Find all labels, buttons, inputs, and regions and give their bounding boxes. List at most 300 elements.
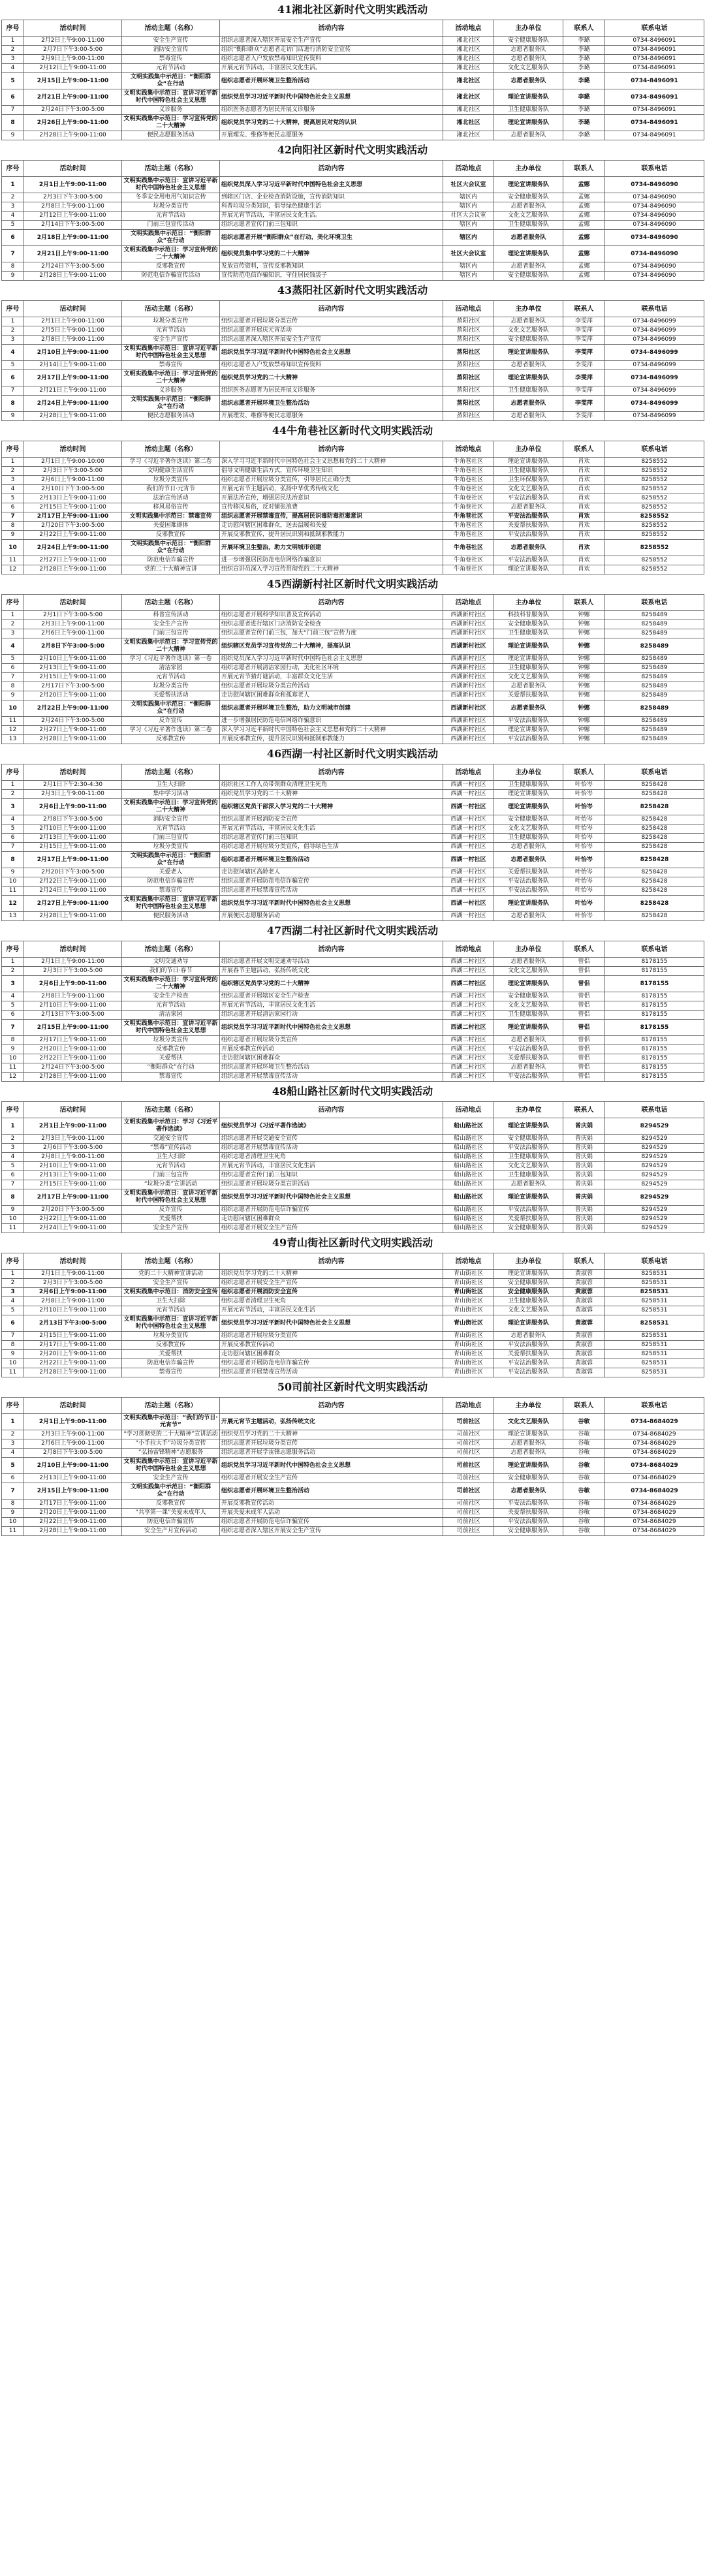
serial-cell: 5 <box>2 361 24 370</box>
contact-cell: 曾侣 <box>563 1020 605 1036</box>
theme-cell: 关爱帮扶 <box>122 1054 220 1063</box>
serial-cell: 8 <box>2 1500 24 1509</box>
location-cell: 辖区内 <box>443 193 494 202</box>
organizer-cell: 理论宣讲服务队 <box>494 799 563 815</box>
theme-cell: 反邪教宣传 <box>122 1500 220 1509</box>
time-cell: 2月21日上午9:00-11:00 <box>24 246 122 262</box>
theme-cell: 学习《习近平著作选读》第二卷 <box>122 458 220 467</box>
time-cell: 2月20日下午3:00-5:00 <box>24 868 122 877</box>
organizer-cell: 卫生健康服务队 <box>494 1153 563 1162</box>
time-cell: 2月8日上午9:00-11:00 <box>24 1153 122 1162</box>
serial-cell: 12 <box>2 726 24 735</box>
phone-cell: 0734-8496099 <box>605 386 704 396</box>
contact-cell: 李璐 <box>563 115 605 131</box>
location-cell: 蒸阳社区 <box>443 361 494 370</box>
theme-cell: 禁毒宣传 <box>122 361 220 370</box>
content-cell: 组织党员学习习近平新时代中国特色社会主义思想 <box>220 896 443 912</box>
header-theme: 活动主题（名称） <box>122 161 220 177</box>
time-cell: 2月13日上午9:00-11:00 <box>24 664 122 673</box>
header-content: 活动内容 <box>220 301 443 317</box>
organizer-cell: 卫生健康服务队 <box>494 1011 563 1020</box>
table-row <box>2 458 704 467</box>
activity-section <box>0 1233 705 1377</box>
theme-cell: 我们的节日·元宵节 <box>122 485 220 494</box>
section-title: 50司前社区新时代文明实践活动 <box>277 1381 428 1393</box>
content-cell: 到辖区门店、企业检查消防设施，宣传消防知识 <box>220 193 443 202</box>
theme-cell: 文明实践集中示范日：“衡阳群众”在行动 <box>122 73 220 89</box>
header-content: 活动内容 <box>220 595 443 611</box>
serial-cell: 6 <box>2 1011 24 1020</box>
table-row <box>2 1341 704 1350</box>
location-cell: 社区大会议室 <box>443 246 494 262</box>
location-cell: 牛角巷社区 <box>443 503 494 512</box>
phone-cell: 8294529 <box>605 1153 704 1162</box>
section-title: 43蒸阳社区新时代文明实践活动 <box>277 284 428 296</box>
time-cell: 2月22日上午9:00-11:00 <box>24 700 122 717</box>
organizer-cell: 志愿者服务队 <box>494 852 563 868</box>
serial-cell: 7 <box>2 386 24 396</box>
time-cell: 2月15日上午9:00-11:00 <box>24 843 122 852</box>
contact-cell: 黄淑蓉 <box>563 1368 605 1377</box>
table-row <box>2 896 704 912</box>
time-cell: 2月3日上午9:00-11:00 <box>24 1430 122 1439</box>
time-cell: 2月27日上午9:00-11:00 <box>24 726 122 735</box>
organizer-cell: 理论宣讲服务队 <box>494 565 563 574</box>
content-cell: 组织志愿者开展禁毒宣传活动 <box>220 887 443 896</box>
organizer-cell: 志愿者服务队 <box>494 1332 563 1341</box>
table-header-row <box>2 764 704 781</box>
organizer-cell: 志愿者服务队 <box>494 73 563 89</box>
time-cell: 2月3日下午3:00-5:00 <box>24 1279 122 1288</box>
organizer-cell: 文化文艺服务队 <box>494 673 563 682</box>
phone-cell: 8258552 <box>605 531 704 540</box>
organizer-cell: 关爱帮扶服务队 <box>494 691 563 700</box>
table-row <box>2 843 704 852</box>
table-header-row <box>2 1398 704 1414</box>
serial-cell: 2 <box>2 193 24 202</box>
contact-cell: 黄淑蓉 <box>563 1270 605 1279</box>
content-cell: 组织“衡阳群众”志愿者走访门店进行消防安全宣传 <box>220 46 443 55</box>
table-row <box>2 531 704 540</box>
theme-cell: 文明实践集中示范日：学习《习近平著作选读》 <box>122 1118 220 1135</box>
organizer-cell: 志愿者服务队 <box>494 230 563 246</box>
table-row <box>2 1118 704 1135</box>
serial-cell: 9 <box>2 412 24 421</box>
serial-cell: 7 <box>2 1020 24 1036</box>
time-cell: 2月28日上午9:00-11:00 <box>24 565 122 574</box>
organizer-cell: 卫生健康服务队 <box>494 106 563 115</box>
phone-cell: 0734-8684029 <box>605 1439 704 1449</box>
activity-table <box>1 160 704 281</box>
table-row <box>2 877 704 887</box>
contact-cell: 孟娜 <box>563 177 605 193</box>
theme-cell: “小手拉大手”垃圾分类宣传 <box>122 1439 220 1449</box>
location-cell: 湘北社区 <box>443 73 494 89</box>
table-row <box>2 611 704 620</box>
contact-cell: 肖欢 <box>563 512 605 522</box>
table-row <box>2 1036 704 1045</box>
header-contact: 联系人 <box>563 764 605 781</box>
theme-cell: 文明实践集中示范日：宣讲习近平新时代中国特色社会主义思想 <box>122 1020 220 1036</box>
serial-cell: 6 <box>2 503 24 512</box>
theme-cell: 安全生产月宣传活动 <box>122 1527 220 1536</box>
contact-cell: 钟娜 <box>563 682 605 691</box>
time-cell: 2月1日下午3:00-5:00 <box>24 611 122 620</box>
time-cell: 2月6日上午9:00-11:00 <box>24 976 122 992</box>
location-cell: 西湖二村社区 <box>443 1045 494 1054</box>
location-cell: 牛角巷社区 <box>443 540 494 556</box>
table-row <box>2 485 704 494</box>
content-cell: 组织志愿者开展清洁家园行动 <box>220 1011 443 1020</box>
content-cell: 组织医务志愿者为居民开展义诊服务 <box>220 106 443 115</box>
serial-cell: 7 <box>2 1180 24 1189</box>
location-cell: 牛角巷社区 <box>443 565 494 574</box>
phone-cell: 0734-8496090 <box>605 230 704 246</box>
serial-cell: 8 <box>2 115 24 131</box>
time-cell: 2月28日上午9:00-11:00 <box>24 735 122 744</box>
serial-cell: 3 <box>2 1288 24 1297</box>
theme-cell: 安全生产宣传 <box>122 1279 220 1288</box>
theme-cell: 防范电信诈骗宣传活动 <box>122 272 220 281</box>
location-cell: 湘北社区 <box>443 131 494 140</box>
content-cell: 开展环境卫生整治，助力文明城市创建 <box>220 540 443 556</box>
serial-cell: 8 <box>2 396 24 412</box>
serial-cell: 10 <box>2 1215 24 1224</box>
location-cell: 蒸阳社区 <box>443 412 494 421</box>
serial-cell: 11 <box>2 1368 24 1377</box>
phone-cell: 8258552 <box>605 476 704 485</box>
time-cell: 2月12日上午9:00-11:00 <box>24 212 122 221</box>
location-cell: 西湖二村社区 <box>443 976 494 992</box>
table-row <box>2 1144 704 1153</box>
time-cell: 2月15日上午9:00-11:00 <box>24 1180 122 1189</box>
time-cell: 2月5日上午9:00-11:00 <box>24 326 122 336</box>
table-row <box>2 1180 704 1189</box>
content-cell: 组织志愿者清理卫生死角 <box>220 1153 443 1162</box>
header-location: 活动地点 <box>443 1398 494 1414</box>
header-content: 活动内容 <box>220 441 443 458</box>
serial-cell: 9 <box>2 1206 24 1215</box>
location-cell: 西湖新村社区 <box>443 717 494 726</box>
header-theme: 活动主题（名称） <box>122 1398 220 1414</box>
organizer-cell: 志愿者服务队 <box>494 912 563 921</box>
theme-cell: 禁毒宣传 <box>122 1368 220 1377</box>
phone-cell: 8258489 <box>605 691 704 700</box>
phone-cell: 8258531 <box>605 1306 704 1315</box>
phone-cell: 8258489 <box>605 700 704 717</box>
phone-cell: 8258552 <box>605 540 704 556</box>
location-cell: 船山路社区 <box>443 1189 494 1206</box>
organizer-cell: 卫生健康服务队 <box>494 1297 563 1306</box>
phone-cell: 8294529 <box>605 1189 704 1206</box>
content-cell: 走访慰问辖区困难群众和孤寡老人 <box>220 691 443 700</box>
time-cell: 2月10日上午9:00-11:00 <box>24 1458 122 1474</box>
content-cell: 开展元宵节猜灯谜活动，丰富群众文化生活 <box>220 673 443 682</box>
table-row <box>2 262 704 272</box>
time-cell: 2月9日上午9:00-11:00 <box>24 55 122 64</box>
theme-cell: 清洁家园 <box>122 664 220 673</box>
phone-cell: 0734-8496091 <box>605 89 704 106</box>
content-cell: 组织志愿者深入辖区开展安全生产宣传 <box>220 1527 443 1536</box>
contact-cell: 谷敏 <box>563 1527 605 1536</box>
serial-cell: 2 <box>2 1279 24 1288</box>
table-row <box>2 912 704 921</box>
theme-cell: 垃圾分类宣传 <box>122 1036 220 1045</box>
time-cell: 2月28日上午9:00-11:00 <box>24 1527 122 1536</box>
organizer-cell: 理论宣讲服务队 <box>494 1430 563 1439</box>
location-cell: 西湖二村社区 <box>443 1001 494 1011</box>
theme-cell: 安全生产宣传 <box>122 620 220 629</box>
time-cell: 2月20日上午9:00-11:00 <box>24 1350 122 1359</box>
serial-cell: 1 <box>2 1414 24 1430</box>
organizer-cell: 卫生健康服务队 <box>494 1171 563 1180</box>
content-cell: 深入学习习近平新时代中国特色社会主义思想和党的二十大精神 <box>220 458 443 467</box>
serial-cell: 4 <box>2 1297 24 1306</box>
contact-cell: 曾庆娟 <box>563 1206 605 1215</box>
location-cell: 司前社区 <box>443 1439 494 1449</box>
phone-cell: 8178155 <box>605 1063 704 1073</box>
phone-cell: 8258489 <box>605 655 704 664</box>
serial-cell: 7 <box>2 673 24 682</box>
phone-cell: 0734-8496099 <box>605 326 704 336</box>
contact-cell: 曾侣 <box>563 1063 605 1073</box>
serial-cell: 4 <box>2 815 24 825</box>
phone-cell: 8258428 <box>605 896 704 912</box>
header-phone: 联系电话 <box>605 441 704 458</box>
content-cell: 开展元宵节活动，丰富居民文化生活。 <box>220 212 443 221</box>
theme-cell: 文明实践集中示范日：消防安全宣传 <box>122 1288 220 1297</box>
header-location: 活动地点 <box>443 764 494 781</box>
organizer-cell: 关爱帮扶服务队 <box>494 1350 563 1359</box>
contact-cell: 钟娜 <box>563 638 605 655</box>
header-serial: 序号 <box>2 941 24 958</box>
contact-cell: 叶怡岑 <box>563 868 605 877</box>
content-cell: 组织志愿者开展交通安全宣传 <box>220 1135 443 1144</box>
content-cell: 组织志愿者开展科学知识普及宣传活动 <box>220 611 443 620</box>
serial-cell: 6 <box>2 834 24 843</box>
header-location: 活动地点 <box>443 1253 494 1270</box>
theme-cell: 便民志愿服务活动 <box>122 412 220 421</box>
content-cell: 组织党员学习党的二十大精神 <box>220 1430 443 1439</box>
header-theme: 活动主题（名称） <box>122 941 220 958</box>
contact-cell: 孟娜 <box>563 272 605 281</box>
contact-cell: 钟娜 <box>563 664 605 673</box>
header-location: 活动地点 <box>443 595 494 611</box>
theme-cell: 元宵节活动 <box>122 1306 220 1315</box>
location-cell: 辖区内 <box>443 262 494 272</box>
time-cell: 2月15日上午9:00-11:00 <box>24 673 122 682</box>
time-cell: 2月28日上午9:00-11:00 <box>24 272 122 281</box>
content-cell: 开展反邪教宣传，提升居民识别和抵制邪教能力 <box>220 531 443 540</box>
phone-cell: 0734-8684029 <box>605 1458 704 1474</box>
serial-cell: 10 <box>2 877 24 887</box>
contact-cell: 黄淑蓉 <box>563 1288 605 1297</box>
time-cell: 2月3日下午3:00-5:00 <box>24 467 122 476</box>
content-cell: 组织辖区党员干部深入学习党的二十大精神 <box>220 799 443 815</box>
organizer-cell: 安全健康服务队 <box>494 1288 563 1297</box>
serial-cell: 3 <box>2 55 24 64</box>
serial-cell: 1 <box>2 611 24 620</box>
content-cell: 组织党员学习习近平新时代中国特色社会主义思想 <box>220 345 443 361</box>
content-cell: 组织志愿者开展安全生产宣传 <box>220 1279 443 1288</box>
theme-cell: 禁毒宣传 <box>122 1073 220 1082</box>
location-cell: 船山路社区 <box>443 1144 494 1153</box>
activity-section <box>0 0 705 140</box>
contact-cell: 李雯萍 <box>563 412 605 421</box>
location-cell: 司前社区 <box>443 1430 494 1439</box>
content-cell: 组织志愿者开展禁毒宣传活动 <box>220 1073 443 1082</box>
location-cell: 青山街社区 <box>443 1350 494 1359</box>
table-row <box>2 396 704 412</box>
serial-cell: 6 <box>2 89 24 106</box>
serial-cell: 10 <box>2 700 24 717</box>
location-cell: 西湖新村社区 <box>443 726 494 735</box>
section-title: 46西湖一村社区新时代文明实践活动 <box>266 747 439 760</box>
theme-cell: 反邪教宣传 <box>122 262 220 272</box>
section-title: 48船山路社区新时代文明实践活动 <box>272 1085 433 1097</box>
header-content: 活动内容 <box>220 941 443 958</box>
phone-cell: 8258531 <box>605 1288 704 1297</box>
location-cell: 西湖二村社区 <box>443 1036 494 1045</box>
organizer-cell: 安全健康服务队 <box>494 336 563 345</box>
content-cell: 组织志愿者深入辖区开展安全生产宣传 <box>220 336 443 345</box>
location-cell: 西湖一村社区 <box>443 852 494 868</box>
theme-cell: 卫生大扫除 <box>122 781 220 790</box>
contact-cell: 叶怡岑 <box>563 887 605 896</box>
theme-cell: 安全生产检查 <box>122 992 220 1001</box>
time-cell: 2月1日上午9:00-11:00 <box>24 177 122 193</box>
contact-cell: 肖欢 <box>563 485 605 494</box>
time-cell: 2月18日上午9:00-11:00 <box>24 230 122 246</box>
serial-cell: 5 <box>2 1001 24 1011</box>
contact-cell: 孟娜 <box>563 193 605 202</box>
table-row <box>2 556 704 565</box>
location-cell: 西湖一村社区 <box>443 815 494 825</box>
table-row <box>2 73 704 89</box>
content-cell: 组织志愿者开展垃圾分类宣传 <box>220 1036 443 1045</box>
organizer-cell: 关爱帮扶服务队 <box>494 1054 563 1063</box>
time-cell: 2月28日上午9:00-11:00 <box>24 1073 122 1082</box>
table-row <box>2 834 704 843</box>
table-row <box>2 212 704 221</box>
location-cell: 西湖一村社区 <box>443 843 494 852</box>
header-organizer: 主办单位 <box>494 1253 563 1270</box>
content-cell: 组织志愿者开展安全生产宣传 <box>220 1474 443 1483</box>
content-cell: 组织志愿者宣传门前三包知识 <box>220 834 443 843</box>
table-row <box>2 638 704 655</box>
content-cell: 组织志愿者深入辖区开展安全生产宣传 <box>220 37 443 46</box>
phone-cell: 8258552 <box>605 458 704 467</box>
phone-cell: 0734-8496099 <box>605 370 704 386</box>
content-cell: 组织党员学习习近平新时代中国特色社会主义思想 <box>220 1189 443 1206</box>
contact-cell: 曾侣 <box>563 1045 605 1054</box>
contact-cell: 黄淑蓉 <box>563 1341 605 1350</box>
location-cell: 牛角巷社区 <box>443 485 494 494</box>
time-cell: 2月17日上午9:00-11:00 <box>24 512 122 522</box>
contact-cell: 黄淑蓉 <box>563 1279 605 1288</box>
organizer-cell: 志愿者服务队 <box>494 131 563 140</box>
serial-cell: 3 <box>2 1439 24 1449</box>
content-cell: 组织志愿者开展消防安全宣传 <box>220 815 443 825</box>
theme-cell: 消防安全宣传 <box>122 46 220 55</box>
contact-cell: 曾庆娟 <box>563 1224 605 1233</box>
table-row <box>2 700 704 717</box>
theme-cell: 元宵节活动 <box>122 1162 220 1171</box>
location-cell: 西湖新村社区 <box>443 655 494 664</box>
serial-cell: 10 <box>2 540 24 556</box>
contact-cell: 曾侣 <box>563 1001 605 1011</box>
serial-cell: 12 <box>2 1073 24 1082</box>
location-cell: 社区大会议室 <box>443 212 494 221</box>
phone-cell: 8258428 <box>605 912 704 921</box>
header-organizer: 主办单位 <box>494 161 563 177</box>
contact-cell: 谷敏 <box>563 1430 605 1439</box>
phone-cell: 0734-8496090 <box>605 202 704 212</box>
content-cell: 进一步增强居民防范电信网络诈骗意识 <box>220 717 443 726</box>
theme-cell: 防范电信诈骗宣传 <box>122 1518 220 1527</box>
phone-cell: 8258552 <box>605 556 704 565</box>
location-cell: 司前社区 <box>443 1500 494 1509</box>
time-cell: 2月20日上午9:00-11:00 <box>24 1509 122 1518</box>
content-cell: 开展元宵节活动，丰富居民文化生活 <box>220 825 443 834</box>
location-cell: 司前社区 <box>443 1474 494 1483</box>
organizer-cell: 理论宣讲服务队 <box>494 370 563 386</box>
table-row <box>2 46 704 55</box>
header-content: 活动内容 <box>220 20 443 37</box>
time-cell: 2月28日上午9:00-11:00 <box>24 912 122 921</box>
theme-cell: 消防安全宣传 <box>122 815 220 825</box>
content-cell: 走访慰问辖区困难群众 <box>220 1054 443 1063</box>
organizer-cell: 文化文艺服务队 <box>494 64 563 73</box>
location-cell: 牛角巷社区 <box>443 476 494 485</box>
location-cell: 船山路社区 <box>443 1135 494 1144</box>
theme-cell: 关爱帮扶 <box>122 1215 220 1224</box>
organizer-cell: 志愿者服务队 <box>494 682 563 691</box>
location-cell: 西湖一村社区 <box>443 868 494 877</box>
phone-cell: 8258489 <box>605 735 704 744</box>
header-serial: 序号 <box>2 161 24 177</box>
contact-cell: 谷敏 <box>563 1483 605 1500</box>
time-cell: 2月8日上午9:00-11:00 <box>24 1297 122 1306</box>
organizer-cell: 平安法治服务队 <box>494 717 563 726</box>
time-cell: 2月22日上午9:00-11:00 <box>24 1359 122 1368</box>
activity-table <box>1 764 704 921</box>
organizer-cell: 科技科普服务队 <box>494 611 563 620</box>
time-cell: 2月20日下午3:00-5:00 <box>24 522 122 531</box>
phone-cell: 8258531 <box>605 1279 704 1288</box>
table-row <box>2 503 704 512</box>
serial-cell: 2 <box>2 46 24 55</box>
phone-cell: 0734-8496099 <box>605 317 704 326</box>
time-cell: 2月24日上午9:00-11:00 <box>24 887 122 896</box>
content-cell: 组织志愿者进行辖区门店消防安全检查 <box>220 620 443 629</box>
content-cell: 组织党员学习习近平新时代中国特色社会主义思想 <box>220 1458 443 1474</box>
table-row <box>2 370 704 386</box>
theme-cell: “弘扬雷锋精神”志愿服务 <box>122 1449 220 1458</box>
header-location: 活动地点 <box>443 1102 494 1118</box>
contact-cell: 叶怡岑 <box>563 834 605 843</box>
contact-cell: 曾庆娟 <box>563 1162 605 1171</box>
organizer-cell: 卫生健康服务队 <box>494 834 563 843</box>
location-cell: 辖区内 <box>443 230 494 246</box>
header-phone: 联系电话 <box>605 595 704 611</box>
table-row <box>2 682 704 691</box>
contact-cell: 叶怡岑 <box>563 799 605 815</box>
location-cell: 蒸阳社区 <box>443 396 494 412</box>
table-row <box>2 735 704 744</box>
phone-cell: 8258531 <box>605 1350 704 1359</box>
location-cell: 牛角巷社区 <box>443 522 494 531</box>
